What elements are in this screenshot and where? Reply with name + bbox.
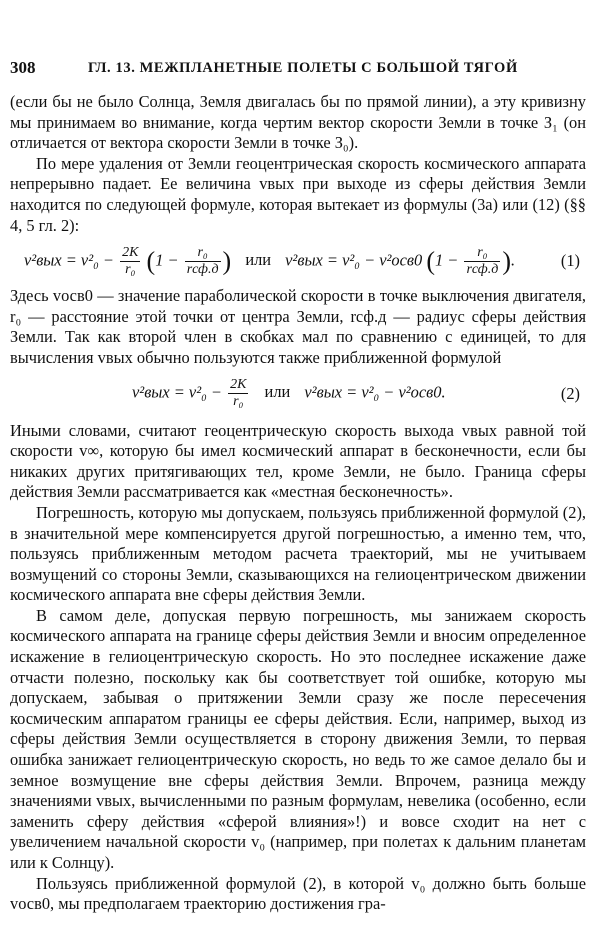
formula-2-rhs: v²вых = v²₀ − v²осв0. — [304, 382, 446, 402]
right-paren: ) — [222, 246, 232, 276]
formula-1-expression — [24, 245, 515, 278]
paragraph-6: В самом деле, допуская первую погрешность, мы занижаем скорость космического аппарата на границе сферы действия Земли и вносим определенное искажение в гелиоцентрическую скорость. Но это последнее искажение даже отчасти полезно, поскольку как бы соответствует той ошибке, которую мы допускаем, забывая о притяжении Земли сразу же после пересечения космическим аппаратом границы ее сферы действия. Если, например, выход из сферы действия Земли осуществляется в сторону движения Земли, то первая ошибка занижает гелиоцентрическую скорость, но ведь то же самое делало бы и земное возмущение вне сферы действия Земли. Впрочем, разница между значениями vвых, вычисленными по разным формулам, невелика (особенно, если заменить сферу действия «сферой влияния»!) и вовсе сходит на нет с увеличением начальной скорости v₀ (например, при полетах к дальним планетам или к Солнцу). — [10, 605, 586, 872]
fraction-denominator: r₀ — [125, 261, 136, 277]
fraction-numerator: 2K — [230, 377, 247, 393]
formula-conjunction: или — [264, 382, 291, 402]
inner-prefix: 1 − — [155, 249, 179, 269]
formula-1 — [10, 238, 586, 284]
fraction-denominator: rсф.д — [466, 261, 499, 277]
fraction-denominator: r₀ — [233, 394, 244, 410]
paragraph-1: (если бы не было Солнца, Земля двигалась бы по прямой линии), а эту кривизну мы принимаем во внимание, когда чертим вектор скорости Земли в точке З₁ (он отличается от вектора скорости Земли в точке З₀). — [10, 92, 586, 153]
right-paren: ) — [502, 246, 511, 276]
formula-conjunction: или — [245, 249, 272, 269]
paragraph-5: Погрешность, которую мы допускаем, пользуясь приближенной формулой (2), в значительной мере компенсируется другой погрешностью, а именно тем, что, пользуясь приближенным методом расчета траекторий, мы не учитываем возмущений со стороны Земли, сказывающихся на гелиоцентрическом движении космического аппарата вне сферы действия Земли. — [10, 502, 586, 605]
formula-1-lhs-2: v²вых = v²₀ − v²осв0 — [285, 249, 423, 269]
fraction-denominator: rсф.д — [186, 261, 219, 277]
formula-2-lhs: v²вых = v²₀ − — [132, 382, 222, 402]
equation-number-1: (1) — [560, 251, 580, 271]
running-title: ГЛ. 13. МЕЖПЛАНЕТНЫЕ ПОЛЕТЫ С БОЛЬШОЙ ТЯГОЙ — [88, 60, 518, 76]
fraction-r0-rsfd — [185, 245, 221, 278]
formula-1-lhs: v²вых = v²₀ − — [24, 249, 114, 269]
formula-1-tail: . — [510, 249, 516, 269]
formula-2-expression — [132, 377, 446, 410]
paragraph-3: Здесь vосв0 — значение параболической скорости в точке выключения двигателя, r₀ — расстояние этой точки от центра Земли, rсф.д — радиус сферы действия Земли. Так как второй член в скобках мал по сравнению с единицей, то для вычисления vвых обычно пользуются также приближенной формулой — [10, 286, 586, 367]
fraction-numerator: r₀ — [185, 245, 221, 262]
paragraph-2: По мере удаления от Земли геоцентрическая скорость космического аппарата непрерывно падает. Ее величина vвых при выходе из сферы действия Земли находится по следующей формуле, которая вытекает из формулы (3а) или (12) (§§ 4, 5 гл. 2): — [10, 153, 586, 235]
equation-number-2: (2) — [560, 383, 580, 403]
paragraph-7: Пользуясь приближенной формулой (2), в которой v₀ должно быть больше vосв0, мы предполагаем траекторию достижения гра- — [10, 873, 586, 914]
page-body — [10, 92, 586, 915]
fraction-r0-rsfd-2 — [464, 245, 500, 278]
page-number: 308 — [10, 58, 36, 77]
left-paren: ( — [426, 246, 435, 276]
paragraph-4: Иными словами, считают геоцентрическую скорость выхода vвых равной той скорости v∞, которую бы имел космический аппарат в бесконечности, если бы никаких других притягивающих тел, кроме Земли, не было. Граница сферы действия Земли рассматривается как «местная бесконечность». — [10, 420, 586, 502]
fraction-2k-r0 — [228, 377, 248, 410]
fraction-2k-r0 — [120, 245, 140, 278]
formula-2 — [10, 371, 586, 417]
page-header — [10, 58, 586, 80]
left-paren: ( — [146, 246, 156, 276]
fraction-numerator: r₀ — [464, 245, 500, 262]
fraction-numerator: 2K — [122, 244, 139, 260]
inner-prefix-2: 1 − — [435, 249, 459, 269]
